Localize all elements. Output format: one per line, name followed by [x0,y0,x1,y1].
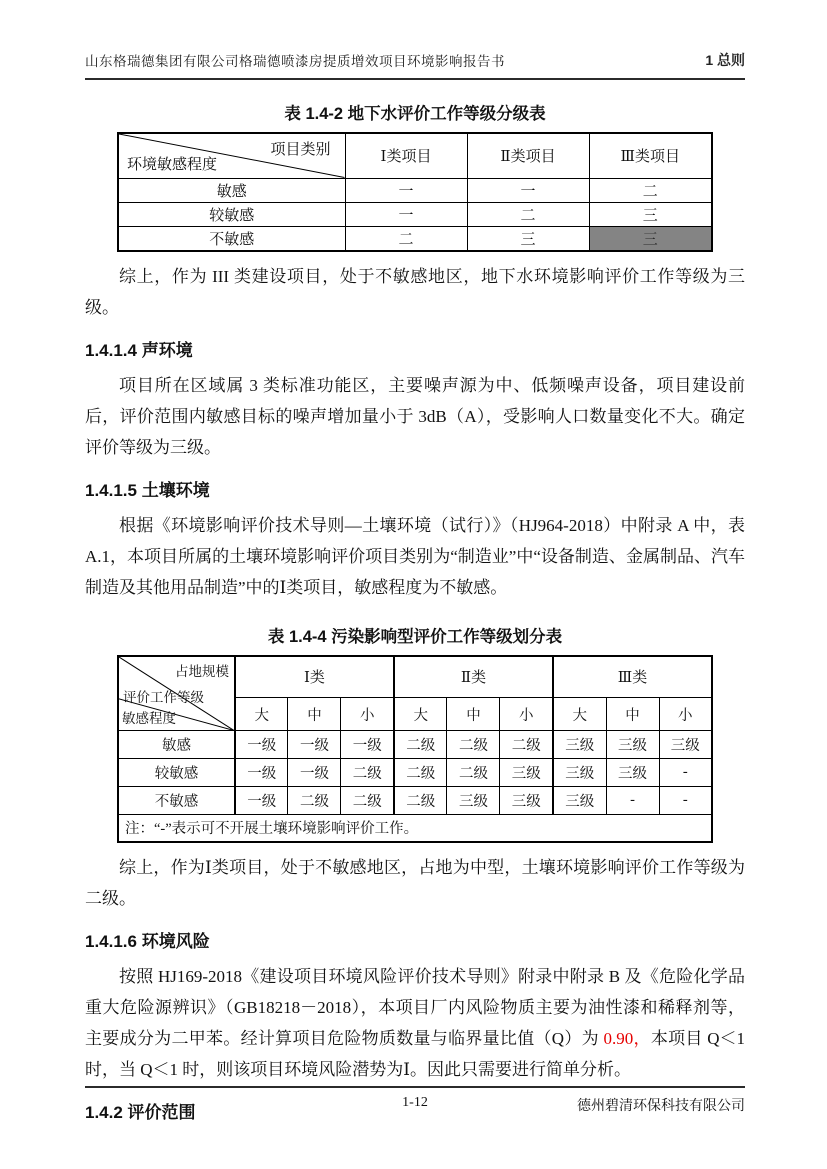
subcolumn-header: 中 [606,698,659,731]
highlighted-cell: 三 [589,226,712,251]
subcolumn-header: 大 [394,698,447,731]
column-header: Ⅱ类项目 [467,133,589,178]
page-header [85,50,745,80]
table-cell: 三 [467,226,589,251]
header-chapter-label: 1 总则 [705,52,745,68]
table-row [118,202,712,226]
table-cell: 二级 [394,787,447,815]
diagonal-label-bottom: 环境敏感程度 [127,156,218,173]
diagonal-label-top: 占地规模 [174,663,229,679]
column-header: Ⅰ类项目 [345,133,467,178]
risk-text-after: 本项目 Q＜1 时，当 Q＜1 时，则该项目环境风险潜势为Ⅰ。因此只需要进行简单分析。 [85,1028,745,1079]
paragraph-soil-conclusion: 综上，作为Ⅰ类项目，处于不敏感地区，占地为中型，土壤环境影响评价工作等级为二级。 [85,857,745,908]
footer-company-name: 德州碧清环保科技有限公司 [577,1099,745,1114]
table-cell: - [659,759,712,787]
column-header: Ⅲ类项目 [589,133,712,178]
table-cell: 三级 [553,759,606,787]
table-cell: 三级 [606,731,659,759]
paragraph-risk [85,961,745,1085]
subcolumn-header: 小 [341,698,394,731]
table-cell: 一 [345,178,467,202]
table-groundwater-title: 表 1.4-2 地下水评价工作等级分级表 [284,105,546,123]
table-note: 注：“-”表示可不开展土壤环境影响评价工作。 [118,815,712,842]
row-label: 较敏感 [118,202,345,226]
table-note-row [118,815,712,842]
table-cell: 三级 [553,731,606,759]
subcolumn-header: 小 [659,698,712,731]
table-cell: 二 [345,226,467,251]
table-cell: 二级 [341,787,394,815]
group-header: Ⅱ类 [394,656,553,698]
paragraph-groundwater-conclusion: 综上，作为 III 类建设项目，处于不敏感地区，地下水环境影响评价工作等级为三级。 [85,266,745,317]
table-row [118,656,712,698]
table-cell: 二级 [288,787,341,815]
footer-page-number: 1-12 [402,1095,428,1110]
table-cell: 三级 [659,731,712,759]
risk-q-value: 0.90， [603,1028,651,1048]
table-row [118,759,712,787]
table-groundwater [117,132,713,252]
group-header: Ⅲ类 [553,656,712,698]
paragraph-noise: 项目所在区域属 3 类标准功能区，主要噪声源为中、低频噪声设备，项目建设前后，评价范围内敏感目标的噪声增加量小于 3dB（A），受影响人口数量变化不大。确定评价等级为三级。 [85,375,745,457]
table-cell: 三 [589,202,712,226]
table-cell: 一级 [288,731,341,759]
table-cell: - [659,787,712,815]
section-heading-soil: 1.4.1.5 土壤环境 [85,480,210,500]
subcolumn-header: 中 [288,698,341,731]
table-cell: 一级 [235,787,288,815]
section-heading-scope: 1.4.2 评价范围 [85,1102,196,1122]
table-cell: 二级 [500,731,553,759]
table-cell: 二 [467,202,589,226]
diagonal-label-middle: 评价工作等级 [122,689,204,705]
table-cell: 二级 [394,731,447,759]
subcolumn-header: 中 [447,698,500,731]
row-label: 敏感 [118,178,345,202]
section-heading-noise: 1.4.1.4 声环境 [85,340,193,360]
table-cell: 三级 [500,787,553,815]
table-pollution-title: 表 1.4-4 污染影响型评价工作等级划分表 [267,627,563,646]
table-cell: 一级 [341,731,394,759]
risk-text-before: 按照 HJ169-2018《建设项目环境风险评价技术导则》附录中附录 B 及《危险化学品重大危险源辨识》（GB18218－2018），本项目厂内风险物质主要为油性漆和稀释剂等，主要成分为二甲苯。经计算项目危险物质数量与临界量比值（Q）为 [85,966,745,1048]
table-pollution [117,655,713,843]
diagonal-label-bottom: 敏感程度 [121,711,176,726]
table-cell: 三级 [606,759,659,787]
subcolumn-header: 大 [553,698,606,731]
table-cell: 一级 [235,759,288,787]
table-cell: 二 [589,178,712,202]
table-cell: 三级 [553,787,606,815]
row-label: 敏感 [118,731,235,759]
diagonal-header-cell [118,656,235,731]
table-cell: 一 [345,202,467,226]
table-row [118,133,712,178]
table-cell: 二级 [447,731,500,759]
row-label: 不敏感 [118,226,345,251]
table-cell: 二级 [447,759,500,787]
table-cell: 三级 [447,787,500,815]
table-cell: - [606,787,659,815]
paragraph-soil: 根据《环境影响评价技术导则—土壤环境（试行）》（HJ964-2018）中附录 A 中，表 A.1，本项目所属的土壤环境影响评价项目类别为“制造业”中“设备制造、金属制品、汽车制造及其他用品制造”中的Ⅰ类项目，敏感程度为不敏感。 [85,515,745,597]
table-row [118,226,712,251]
table-cell: 三级 [500,759,553,787]
section-heading-risk: 1.4.1.6 环境风险 [85,931,210,951]
group-header: Ⅰ类 [235,656,394,698]
row-label: 不敏感 [118,787,235,815]
table-cell: 二级 [394,759,447,787]
table-cell: 一级 [235,731,288,759]
diagonal-header-cell [118,133,345,178]
table-cell: 一 [467,178,589,202]
subcolumn-header: 小 [500,698,553,731]
table-cell: 一级 [288,759,341,787]
page-footer [85,1086,745,1116]
row-label: 较敏感 [118,759,235,787]
diagonal-label-top: 项目类别 [270,142,331,158]
table-cell: 二级 [341,759,394,787]
table-row [118,731,712,759]
table-row [118,178,712,202]
header-report-title: 山东格瑞德集团有限公司格瑞德喷漆房提质增效项目环境影响报告书 [85,54,505,69]
table-row [118,787,712,815]
subcolumn-header: 大 [235,698,288,731]
